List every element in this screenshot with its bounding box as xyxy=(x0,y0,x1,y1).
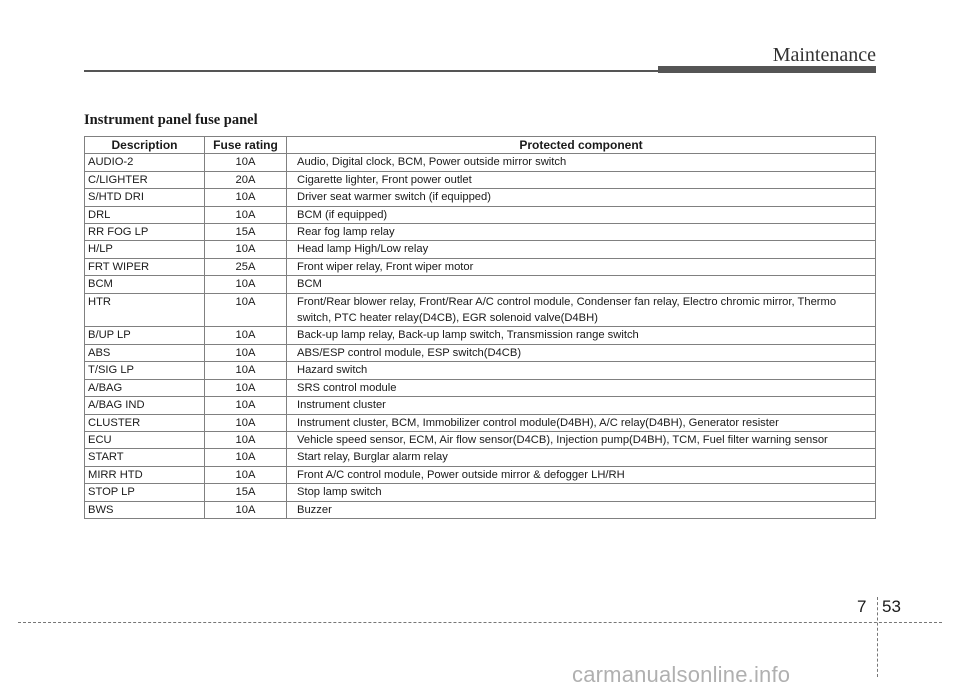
fuse-rating-cell: 10A xyxy=(205,397,287,414)
fuse-description-cell: B/UP LP xyxy=(85,327,205,344)
table-row xyxy=(85,241,876,258)
fuse-description-cell: DRL xyxy=(85,206,205,223)
fuse-rating-cell: 10A xyxy=(205,293,287,327)
table-row xyxy=(85,466,876,483)
header-accent-bar xyxy=(658,66,876,73)
fuse-rating-cell: 10A xyxy=(205,379,287,396)
column-header-fuse-rating: Fuse rating xyxy=(205,137,287,154)
protected-component-cell: SRS control module xyxy=(287,379,876,396)
table-header-row xyxy=(85,137,876,154)
protected-component-cell: Front/Rear blower relay, Front/Rear A/C control module, Condenser fan relay, Electro chromic mirror, Thermo switch, PTC heater relay(D4CB), EGR solenoid valve(D4BH) xyxy=(287,293,876,327)
fuse-rating-cell: 15A xyxy=(205,224,287,241)
protected-component-cell: Head lamp High/Low relay xyxy=(287,241,876,258)
page-number: 53 xyxy=(882,597,901,616)
table-row xyxy=(85,397,876,414)
fuse-table xyxy=(84,136,876,519)
table-row xyxy=(85,189,876,206)
fuse-table-body xyxy=(85,154,876,519)
fuse-rating-cell: 10A xyxy=(205,241,287,258)
fuse-description-cell: A/BAG xyxy=(85,379,205,396)
protected-component-cell: Stop lamp switch xyxy=(287,484,876,501)
fuse-description-cell: FRT WIPER xyxy=(85,258,205,275)
fuse-rating-cell: 10A xyxy=(205,431,287,448)
fuse-rating-cell: 10A xyxy=(205,449,287,466)
table-row xyxy=(85,206,876,223)
fuse-rating-cell: 10A xyxy=(205,466,287,483)
fuse-rating-cell: 25A xyxy=(205,258,287,275)
fuse-description-cell: ABS xyxy=(85,344,205,361)
column-header-description: Description xyxy=(85,137,205,154)
fuse-rating-cell: 10A xyxy=(205,414,287,431)
protected-component-cell: BCM (if equipped) xyxy=(287,206,876,223)
fuse-rating-cell: 10A xyxy=(205,154,287,171)
protected-component-cell: Vehicle speed sensor, ECM, Air flow sensor(D4CB), Injection pump(D4BH), TCM, Fuel filter warning sensor xyxy=(287,431,876,448)
fuse-rating-cell: 10A xyxy=(205,327,287,344)
fuse-description-cell: A/BAG IND xyxy=(85,397,205,414)
table-row xyxy=(85,344,876,361)
protected-component-cell: BCM xyxy=(287,276,876,293)
protected-component-cell: Driver seat warmer switch (if equipped) xyxy=(287,189,876,206)
fuse-rating-cell: 10A xyxy=(205,362,287,379)
fuse-rating-cell: 10A xyxy=(205,501,287,518)
protected-component-cell: Front A/C control module, Power outside mirror & defogger LH/RH xyxy=(287,466,876,483)
table-row xyxy=(85,171,876,188)
section-title: Maintenance xyxy=(772,44,876,66)
protected-component-cell: Audio, Digital clock, BCM, Power outside mirror switch xyxy=(287,154,876,171)
watermark: carmanualsonline.info xyxy=(572,662,791,687)
fuse-description-cell: HTR xyxy=(85,293,205,327)
protected-component-cell: Start relay, Burglar alarm relay xyxy=(287,449,876,466)
protected-component-cell: Instrument cluster, BCM, Immobilizer control module(D4BH), A/C relay(D4BH), Generator resister xyxy=(287,414,876,431)
protected-component-cell: Cigarette lighter, Front power outlet xyxy=(287,171,876,188)
fuse-rating-cell: 10A xyxy=(205,276,287,293)
table-row xyxy=(85,449,876,466)
protected-component-cell: Back-up lamp relay, Back-up lamp switch, Transmission range switch xyxy=(287,327,876,344)
table-row xyxy=(85,431,876,448)
page-heading: Instrument panel fuse panel xyxy=(84,112,258,128)
fuse-description-cell: START xyxy=(85,449,205,466)
protected-component-cell: Buzzer xyxy=(287,501,876,518)
fuse-rating-cell: 10A xyxy=(205,206,287,223)
protected-component-cell: Hazard switch xyxy=(287,362,876,379)
protected-component-cell: Instrument cluster xyxy=(287,397,876,414)
table-row xyxy=(85,224,876,241)
table-row xyxy=(85,258,876,275)
table-row xyxy=(85,293,876,327)
fuse-description-cell: CLUSTER xyxy=(85,414,205,431)
protected-component-cell: Front wiper relay, Front wiper motor xyxy=(287,258,876,275)
protected-component-cell: ABS/ESP control module, ESP switch(D4CB) xyxy=(287,344,876,361)
table-row xyxy=(85,276,876,293)
fuse-description-cell: RR FOG LP xyxy=(85,224,205,241)
fuse-rating-cell: 10A xyxy=(205,344,287,361)
chapter-number: 7 xyxy=(857,597,867,616)
table-row xyxy=(85,484,876,501)
table-row xyxy=(85,154,876,171)
fuse-description-cell: S/HTD DRI xyxy=(85,189,205,206)
table-row xyxy=(85,501,876,518)
fuse-description-cell: ECU xyxy=(85,431,205,448)
fuse-rating-cell: 20A xyxy=(205,171,287,188)
fuse-description-cell: H/LP xyxy=(85,241,205,258)
fuse-description-cell: T/SIG LP xyxy=(85,362,205,379)
footer-divider xyxy=(877,597,878,677)
fuse-rating-cell: 10A xyxy=(205,189,287,206)
fuse-description-cell: BWS xyxy=(85,501,205,518)
column-header-protected-component: Protected component xyxy=(287,137,876,154)
fuse-description-cell: STOP LP xyxy=(85,484,205,501)
fuse-rating-cell: 15A xyxy=(205,484,287,501)
protected-component-cell: Rear fog lamp relay xyxy=(287,224,876,241)
fuse-description-cell: BCM xyxy=(85,276,205,293)
table-row xyxy=(85,414,876,431)
table-row xyxy=(85,379,876,396)
footer-rule xyxy=(18,622,942,623)
fuse-description-cell: MIRR HTD xyxy=(85,466,205,483)
table-row xyxy=(85,362,876,379)
header-rule xyxy=(84,70,658,72)
table-row xyxy=(85,327,876,344)
fuse-description-cell: AUDIO-2 xyxy=(85,154,205,171)
fuse-description-cell: C/LIGHTER xyxy=(85,171,205,188)
